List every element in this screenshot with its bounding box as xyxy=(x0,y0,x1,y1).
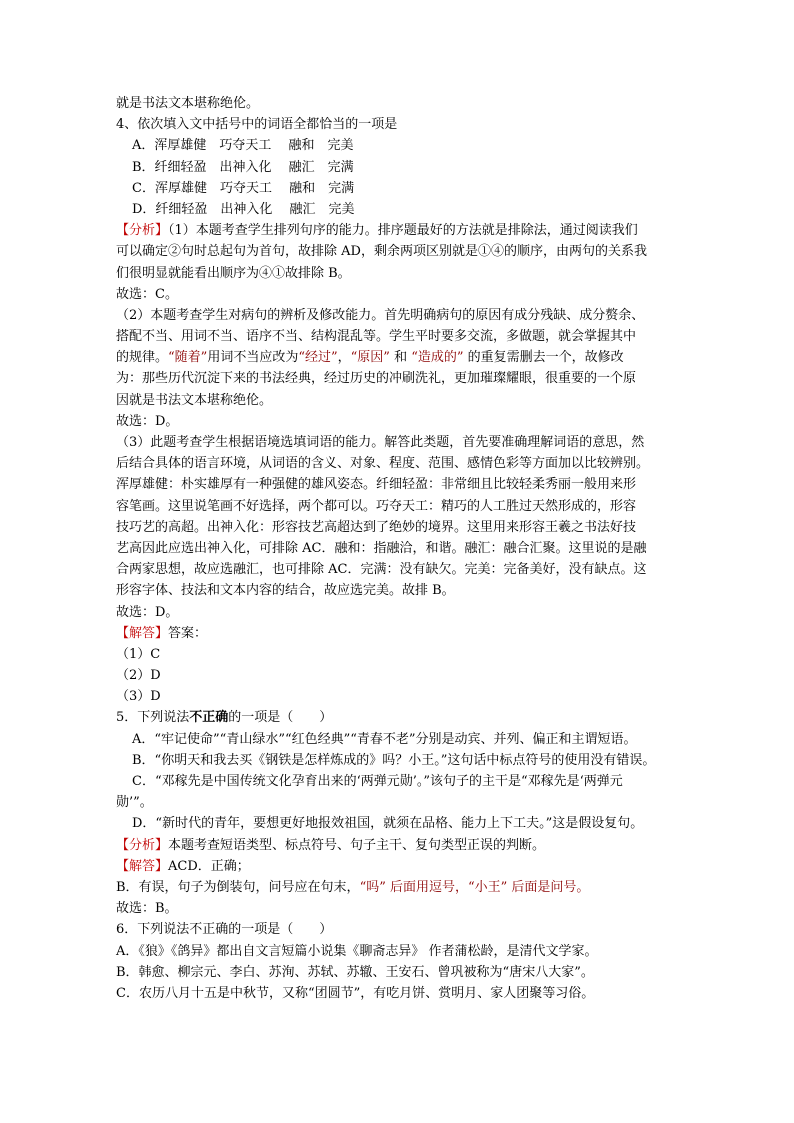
q4-option-b: B．纤细轻盈 出神入化 融汇 完满 xyxy=(132,159,354,175)
q4-option-a: A．浑厚雄健 巧夺天工 融和 完美 xyxy=(132,138,354,154)
q4-option-d: D．纤细轻盈 出神入化 融汇 完美 xyxy=(132,201,355,217)
q4-analysis-p3-line-8: 形容字体、技法和文本内容的结合，故应选完美。故排 B。 xyxy=(116,583,455,599)
q4-option-c: C．浑厚雄健 巧夺天工 融和 完满 xyxy=(132,180,355,196)
q6-stem: 6．下列说法不正确的一项是（ ） xyxy=(116,922,333,938)
q4-choice-2: 故选：D。 xyxy=(116,413,179,429)
q4-answer-1: （1）C xyxy=(116,646,161,662)
answer-label: 【解答】 xyxy=(116,625,169,641)
q4-analysis-line-3: 们很明显就能看出顺序为④①故排除 B。 xyxy=(116,265,351,281)
q4-analysis-line-1: 【分析】（1）本题考查学生排列句序的能力。排序题最好的方法就是排除法，通过阅读我们 xyxy=(116,223,638,239)
q4-answer-2: （2）D xyxy=(116,668,161,684)
q4-analysis-p3-line-5: 技巧艺的高超。出神入化：形容技艺高超达到了绝妙的境界。这里用来形容王羲之书法好技 xyxy=(116,519,637,535)
q4-analysis-p3-line-3: 浑厚雄健：朴实雄厚有一种强健的雄风姿态。纤细轻盈：非常细且比较轻柔秀丽一般用来形 xyxy=(116,477,637,493)
q6-option-b: B．韩愈、柳宗元、李白、苏洵、苏轼、苏辙、王安石、曾巩被称为“唐宋八大家”。 xyxy=(116,964,594,980)
q4-analysis-p3-line-1: （3）此题考查学生根据语境选填词语的能力。解答此类题，首先要准确理解词语的意思，然 xyxy=(116,435,645,450)
q4-analysis-p3-line-2: 后结合具体的语言环境，从词语的含义、对象、程度、范围、感情色彩等方面加以比较辨别。 xyxy=(116,456,650,472)
q4-analysis-p2-line-4: 为：那些历代沉淀下来的书法经典，经过历史的冲刷洗礼，更加璀璨耀眼，很重要的一个原 xyxy=(116,371,637,387)
continued-line: 就是书法文本堪称绝伦。 xyxy=(116,96,260,111)
q4-analysis-p2-line-2: 搭配不当、用词不当、语序不当、结构混乱等。学生平时要多交流，多做题，就会掌握其中 xyxy=(116,329,637,345)
document-body xyxy=(116,93,686,1004)
q5-answer: 【解答】ACD．正确； xyxy=(116,858,250,874)
q5-option-d: D．“新时代的青年，要想更好地报效祖国，就须在品格、能力上下工夫。”这是假设复句。 xyxy=(132,816,644,832)
q5-option-c-line-2: 勋’”。 xyxy=(116,795,153,811)
q5-option-c-line-1: C．“邓稼先是中国传统文化孕育出来的‘两弹元勋’。”该句子的主干是“邓稼先是‘两弹元 xyxy=(132,774,623,789)
q6-option-c: C．农历八月十五是中秋节，又称“团圆节”，有吃月饼、赏明月、家人团聚等习俗。 xyxy=(116,985,595,1001)
q4-analysis-p3-line-7: 合两家思想，故应选融汇，也可排除 AC．完满：没有缺欠。完美：完备美好，没有缺点。这 xyxy=(116,562,647,578)
q4-analysis-p2-line-3: 的规律。“随着”用词不当应改为“经过”，“原因” 和 “造成的” 的重复需删去一个，故修改 xyxy=(116,350,624,366)
q4-analysis-line-2: 可以确定②句时总起句为首句，故排除 AD，剩余两项区别就是①④的顺序，由两句的关系我 xyxy=(116,244,647,260)
q4-choice-1: 故选：C。 xyxy=(116,286,178,302)
analysis-label: 【分析】 xyxy=(116,223,169,239)
q5-answer-b: B．有误，句子为倒装句，问号应在句末，“吗” 后面用逗号，“小王” 后面是问号。 xyxy=(116,879,590,895)
q5-choice: 故选：B。 xyxy=(116,901,178,917)
q5-option-a: A．“牢记使命”“青山绿水”“红色经典”“青春不老”分别是动宾、并列、偏正和主谓短语。 xyxy=(132,731,637,747)
q6-option-a: A．《狼》《鸽异》都出自文言短篇小说集《聊斋志异》 作者蒲松龄，是清代文学家。 xyxy=(116,943,598,959)
q4-analysis-p2-line-5: 因就是书法文本堪称绝伦。 xyxy=(116,392,273,408)
q4-stem: 4、依次填入文中括号中的词语全都恰当的一项是 xyxy=(116,117,398,133)
q4-analysis-p3-line-6: 艺高因此应选出神入化，可排除 AC．融和：指融洽，和谐。融汇：融合汇聚。这里说的是融 xyxy=(116,540,647,556)
q4-choice-3: 故选：D。 xyxy=(116,604,179,620)
q4-answer-line: 【解答】答案： xyxy=(116,625,208,641)
q4-analysis-p2-line-1: （2）本题考查学生对病句的辨析及修改能力。首先明确病句的原因有成分残缺、成分赘余、 xyxy=(116,307,645,323)
q5-stem: 5．下列说法不正确的一项是（ ） xyxy=(116,710,333,726)
q5-option-b: B．“你明天和我去买《钢铁是怎样炼成的》吗？小王。”这句话中标点符号的使用没有错误。 xyxy=(132,752,656,768)
q4-answer-3: （3）D xyxy=(116,689,161,705)
q4-analysis-p3-line-4: 容笔画。这里说笔画不好选择，两个都可以。巧夺天工：精巧的人工胜过天然形成的，形容 xyxy=(116,498,637,514)
q5-analysis: 【分析】本题考查短语类型、标点符号、句子主干、复句类型正误的判断。 xyxy=(116,837,546,853)
